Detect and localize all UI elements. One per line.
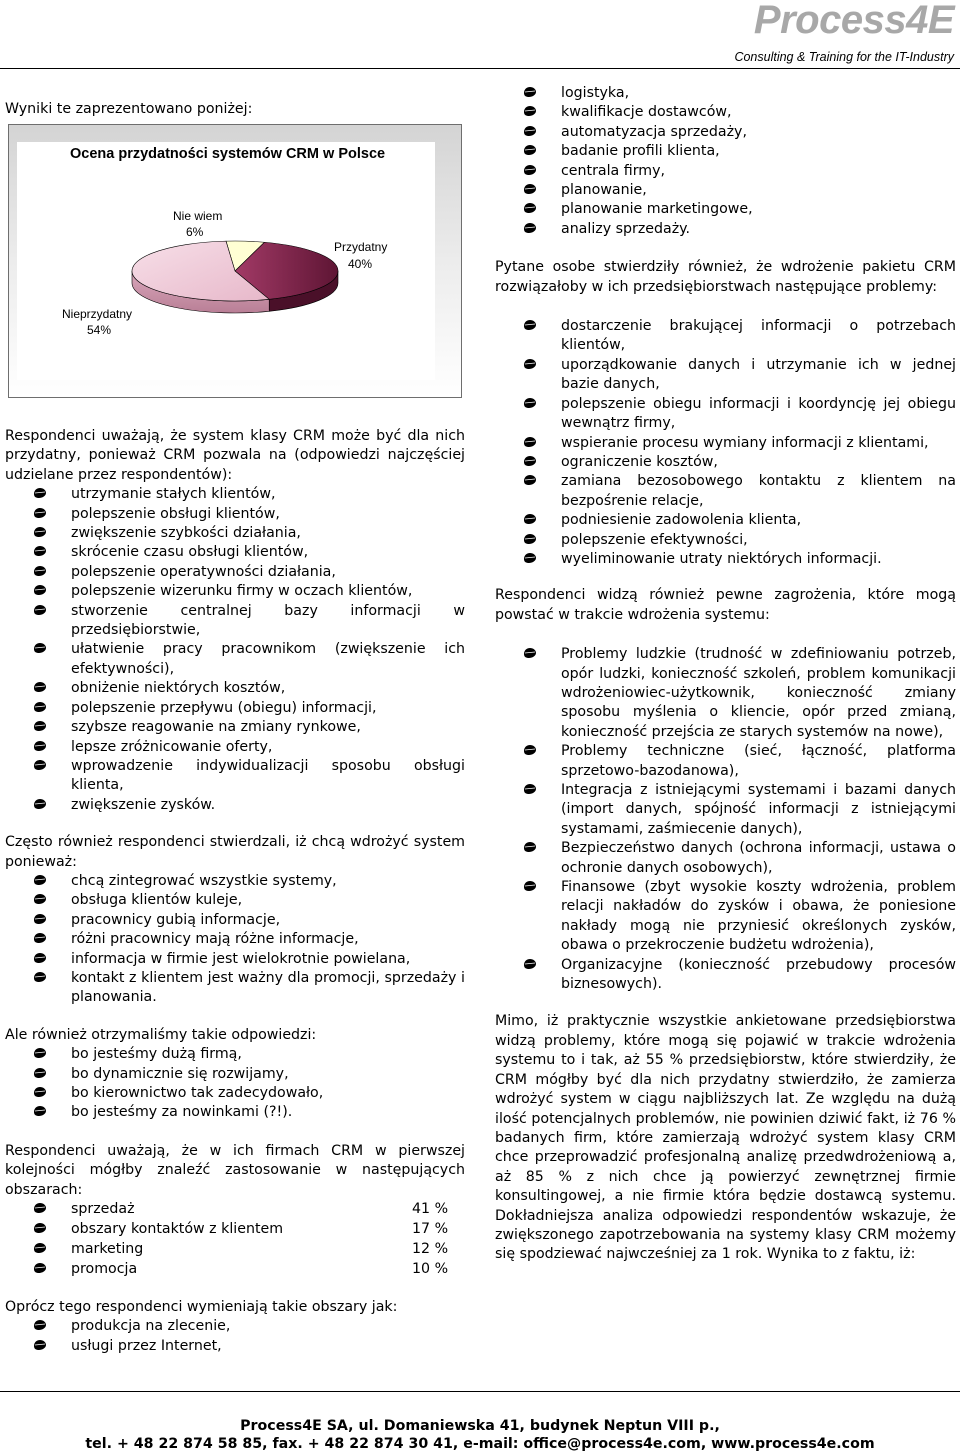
list-item [5, 1337, 465, 1356]
bullet-icon [33, 544, 47, 558]
bullet-icon [33, 641, 47, 655]
bullet-icon [33, 892, 47, 906]
bullet-icon [33, 739, 47, 753]
list-item [5, 891, 465, 910]
list-item-text: utrzymanie stałych klientów, [71, 486, 276, 503]
bullet-icon [523, 743, 537, 757]
list-item-text: kwalifikacje dostawców, [561, 104, 732, 121]
list-item [495, 453, 956, 472]
list-item-text: podniesienie zadowolenia klienta, [561, 512, 802, 529]
list-item-text: skrócenie czasu obsługi klientów, [71, 544, 309, 561]
list-item [495, 956, 956, 995]
bullet-icon [523, 357, 537, 371]
list-item-text: produkcja na zlecenie, [71, 1318, 231, 1335]
list-item-text: szybsze reagowanie na zmiany rynkowe, [71, 719, 361, 736]
list-item-text: kontakt z klientem jest ważny dla promocji, sprzedaży i planowania. [71, 969, 465, 1006]
list-item [5, 1065, 465, 1084]
list-item-text: polepszenie przepływu (obiegu) informacji, [71, 699, 377, 716]
bullet-icon [523, 782, 537, 796]
bullet-icon [523, 318, 537, 332]
chart-title: Ocena przydatności systemów CRM w Polsce [70, 146, 386, 162]
paragraph-other-answers-intro: Ale również otrzymaliśmy takie odpowiedzi: [5, 1026, 317, 1043]
list-item-text: różni pracownicy mają różne informacje, [71, 931, 359, 948]
list-item [5, 1103, 465, 1122]
list-item [495, 103, 956, 122]
list-item-text: stworzenie centralnej bazy informacji w przedsiębiorstwie, [71, 602, 465, 639]
list-item [5, 1084, 465, 1103]
bullet-icon [33, 1201, 47, 1221]
bullet-icon [523, 104, 537, 118]
pie-label-nieprzydatny: Nieprzydatny [62, 307, 133, 321]
bullet-icon [33, 1318, 47, 1332]
list-item [495, 550, 956, 569]
area-percent: 10 % [412, 1261, 449, 1278]
list-item [495, 317, 956, 356]
pie-label-nie-wiem: Nie wiem [173, 209, 223, 223]
area-percent: 41 % [412, 1201, 449, 1218]
bullet-icon [523, 182, 537, 196]
application-areas-list [495, 84, 956, 239]
list-item-text: bo dynamicznie się rozwijamy, [71, 1065, 289, 1082]
company-tagline: Consulting & Training for the IT-Industry [734, 50, 954, 64]
bullet-icon [33, 1261, 47, 1281]
bullet-icon [33, 1085, 47, 1099]
bullet-icon [523, 646, 537, 660]
list-item-text: usługi przez Internet, [71, 1337, 222, 1354]
list-item [5, 1317, 465, 1336]
area-row [5, 1200, 465, 1220]
list-item [5, 582, 465, 601]
list-item [5, 796, 465, 815]
area-label: sprzedaż [71, 1201, 135, 1218]
bullet-icon [523, 396, 537, 410]
list-item [495, 472, 956, 511]
bullet-icon [33, 700, 47, 714]
solved-problems-list [495, 317, 956, 569]
bullet-icon [33, 506, 47, 520]
list-item [5, 757, 465, 796]
list-item-text: Problemy ludzkie (trudność w zdefiniowaniu potrzeb, opór ludzki, konieczność szkoleń, problem komunikacji wdrożeniowiec-użytkownik, konieczność zmiany sposobu myślenia o kliencie, opór przed zmianą, konieczność przejścia ze starych systemów na nowe), [561, 646, 956, 740]
list-item-text: ułatwienie pracy pracownikom (zwiększenie ich efektywności), [71, 641, 465, 677]
bullet-icon [523, 85, 537, 99]
list-item [495, 742, 956, 781]
paragraph-conclusion: Mimo, iż praktycznie wszystkie ankietowane przedsiębiorstwa widzą problemy, które mogą się pojawić w trakcie wdrożenia systemu to i tak, aż 55 % przedsiębiorstw, które stwierdziły, że CRM mógłby być dla nich przydatny stwierdziło, że zamierza wdrożyć system w ciągu najbliższych lat. Ze względu na dużą ilość potencjalnych problemów, nie powinien dziwić fakt, iż 76 % badanych firm, które zamierzają wdrożyć system klasy CRM chce przeprowadzić profesjonalną analizę przedwdrożeniową a, aż 85 % z nich chce ją powierzyć zewnętrznej firmie konsultingowej, a nie firmie która będzie dostawcą systemu. Dokładniejsza analiza odpowiedzi respondentów wskazuje, że zwiększonego zapotrzebowania na systemy klasy CRM możemy się spodziewać najwcześniej za 1 rok. Wynika to z faktu, iż: [495, 1013, 956, 1263]
bullet-icon [33, 486, 47, 500]
bullet-icon [523, 163, 537, 177]
list-item [5, 563, 465, 582]
area-label: obszary kontaktów z klientem [71, 1221, 284, 1238]
list-item-text: polepszenie obsługi klientów, [71, 505, 280, 522]
list-item-text: wyeliminowanie utraty niektórych informacji. [561, 550, 882, 567]
list-item [5, 911, 465, 930]
list-item-text: badanie profili klienta, [561, 143, 720, 160]
list-item [495, 200, 956, 219]
list-item [495, 395, 956, 434]
bullet-icon [523, 532, 537, 546]
benefits-list [5, 485, 465, 815]
footer-address: Process4E SA, ul. Domaniewska 41, budynek Neptun VIII p., [240, 1418, 720, 1434]
bullet-icon [523, 879, 537, 893]
area-percent: 12 % [412, 1241, 449, 1258]
other-answers-list [5, 1045, 465, 1123]
bullet-icon [523, 435, 537, 449]
list-item [495, 645, 956, 742]
list-item-text: chcą zintegrować wszystkie systemy, [71, 872, 337, 889]
list-item [5, 1045, 465, 1064]
list-item [5, 718, 465, 737]
list-item [495, 220, 956, 239]
list-item-text: obniżenie niektórych kosztów, [71, 680, 286, 697]
list-item [495, 123, 956, 142]
list-item-text: polepszenie operatywności działania, [71, 563, 336, 580]
list-item-text: informacja w firmie jest wielokrotnie powielana, [71, 950, 411, 967]
bullet-icon [33, 583, 47, 597]
list-item [495, 531, 956, 550]
list-item [495, 356, 956, 395]
area-row [5, 1240, 465, 1260]
list-item-text: Problemy techniczne (sieć, łączność, platforma sprzetowo-bazodanowa), [561, 743, 956, 779]
list-item-text: pracownicy gubią informacje, [71, 911, 281, 928]
bullet-icon [523, 201, 537, 215]
bullet-icon [33, 797, 47, 811]
bullet-icon [523, 551, 537, 565]
paragraph-threats-intro: Respondenci widzą również pewne zagrożenia, które mogą powstać w trakcie wdrożenia systemu: [495, 587, 956, 623]
list-item [5, 524, 465, 543]
bullet-icon [33, 951, 47, 965]
area-label: promocja [71, 1261, 138, 1278]
bullet-icon [33, 1221, 47, 1241]
list-item-text: wprowadzenie indywidualizacji sposobu obsługi klienta, [71, 757, 465, 794]
list-item-text: planowanie marketingowe, [561, 201, 753, 218]
paragraph-areas-intro: Respondenci uważają, że w ich firmach CRM w pierwszej kolejności mógłby znaleźć zastosowanie w następujących obszarach: [5, 1142, 465, 1198]
footer-contact: tel. + 48 22 874 58 85, fax. + 48 22 874 30 41, e-mail: office@process4e.com, www.process4e.com [85, 1436, 875, 1452]
list-item [5, 602, 465, 641]
list-item [495, 181, 956, 200]
pie-chart [120, 238, 350, 328]
list-item [495, 781, 956, 839]
bullet-icon [33, 719, 47, 733]
list-item-text: analizy sprzedaży. [561, 220, 691, 237]
list-item-text: automatyzacja sprzedaży, [561, 123, 747, 140]
list-item [5, 505, 465, 524]
left-text-column [5, 427, 465, 1356]
pie-label-przydatny: Przydatny [334, 240, 388, 254]
list-item [495, 434, 956, 453]
bullet-icon [33, 1066, 47, 1080]
list-item-text: lepsze zróżnicowanie oferty, [71, 738, 273, 755]
list-item-text: uporządkowanie danych i utrzymanie ich w jednej bazie danych, [561, 356, 956, 393]
pie-value-przydatny: 40% [348, 257, 373, 271]
list-item-text: bo jesteśmy dużą firmą, [71, 1046, 242, 1063]
list-item [5, 699, 465, 718]
pie-value-nie-wiem: 6% [186, 225, 204, 239]
list-item-text: Finansowe (zbyt wysokie koszty wdrożenia, problem relacji nakładów do zysków i obawa, że poniesione nakłady mogą nie przyniesić określonych zysków, obawa o przekroczenie budżetu wdrożenia), [561, 879, 956, 954]
paragraph-benefits-intro: Respondenci uważają, że system klasy CRM może być dla nich przydatny, ponieważ CRM pozwala na (odpowiedzi najczęściej udzielane przez respondentów): [5, 428, 465, 483]
list-item-text: bo jesteśmy za nowinkami (?!). [71, 1104, 293, 1121]
header-divider [0, 68, 960, 69]
list-item-text: polepszenie efektywności, [561, 531, 748, 548]
area-percent: 17 % [412, 1221, 449, 1238]
list-item [5, 543, 465, 562]
reasons-list [5, 872, 465, 1008]
bullet-icon [523, 143, 537, 157]
list-item [5, 485, 465, 504]
list-item [495, 878, 956, 956]
bullet-icon [33, 970, 47, 984]
list-item-text: dostarczenie brakującej informacji o potrzebach klientów, [561, 318, 956, 354]
bullet-icon [523, 454, 537, 468]
list-item [495, 84, 956, 103]
chart-intro-text: Wyniki te zaprezentowano poniżej: [5, 101, 253, 117]
list-item [5, 640, 465, 679]
bullet-icon [33, 525, 47, 539]
list-item-text: logistyka, [561, 85, 630, 101]
bullet-icon [33, 873, 47, 887]
list-item-text: obsługa klientów kuleje, [71, 892, 243, 909]
list-item-text: wspieranie procesu wymiany informacji z klientami, [561, 434, 929, 451]
paragraph-other-areas-intro: Oprócz tego respondenci wymieniają takie obszary jak: [5, 1299, 398, 1316]
area-label: marketing [71, 1241, 144, 1258]
list-item-text: polepszenie wizerunku firmy w oczach klientów, [71, 583, 413, 600]
bullet-icon [33, 931, 47, 945]
other-areas-list [5, 1317, 465, 1356]
right-text-column [495, 84, 956, 1265]
bullet-icon [33, 1338, 47, 1352]
list-item-text: centrala firmy, [561, 162, 666, 179]
list-item-text: ograniczenie kosztów, [561, 453, 718, 470]
list-item-text: planowanie, [561, 182, 647, 199]
list-item [495, 142, 956, 161]
list-item [5, 930, 465, 949]
bullet-icon [33, 912, 47, 926]
pie-value-nieprzydatny: 54% [87, 323, 112, 337]
list-item [5, 969, 465, 1008]
list-item-text: Organizacyjne (konieczność przebudowy procesów biznesowych). [561, 956, 956, 993]
bullet-icon [33, 1046, 47, 1060]
bullet-icon [523, 473, 537, 487]
company-logo: Process4E [753, 0, 954, 42]
list-item [495, 162, 956, 181]
bullet-icon [523, 512, 537, 526]
bullet-icon [523, 840, 537, 854]
list-item-text: zwiększenie zysków. [71, 796, 216, 813]
bullet-icon [33, 1104, 47, 1118]
bullet-icon [33, 564, 47, 578]
list-item-text: bo kierownictwo tak zadecydowało, [71, 1085, 324, 1101]
bullet-icon [523, 124, 537, 138]
paragraph-solved-problems-intro: Pytane osobe stwierdziły również, że wdrożenie pakietu CRM rozwiązałoby w ich przedsiębiorstwach następujące problemy: [495, 259, 956, 295]
footer-divider [0, 1391, 960, 1392]
list-item-text: polepszenie obiegu informacji i koordyncję jej obiegu wewnątrz firmy, [561, 395, 956, 432]
list-item [495, 839, 956, 878]
list-item [5, 679, 465, 698]
threats-list [495, 645, 956, 994]
bullet-icon [33, 758, 47, 772]
bullet-icon [523, 957, 537, 971]
areas-list [5, 1200, 465, 1280]
area-row [5, 1260, 465, 1280]
bullet-icon [33, 603, 47, 617]
bullet-icon [523, 221, 537, 235]
list-item-text: zwiększenie szybkości działania, [71, 525, 301, 542]
list-item [5, 738, 465, 757]
paragraph-reasons-intro: Często również respondenci stwierdzali, iż chcą wdrożyć system ponieważ: [5, 834, 465, 870]
list-item-text: Integracja z istniejącymi systemami i bazami danych (import danych, spójność informacji z istniejącymi systamami, zaśmiecenie danych), [561, 782, 956, 837]
list-item-text: Bezpieczeństwo danych (ochrona informacji, ustawa o ochronie danych osobowych), [561, 840, 956, 876]
list-item [495, 511, 956, 530]
list-item-text: zamiana bezosobowego kontaktu z klientem na bezpośrenie relacje, [561, 473, 956, 509]
list-item [5, 950, 465, 969]
list-item [5, 872, 465, 891]
bullet-icon [33, 1241, 47, 1261]
area-row [5, 1220, 465, 1240]
bullet-icon [33, 680, 47, 694]
